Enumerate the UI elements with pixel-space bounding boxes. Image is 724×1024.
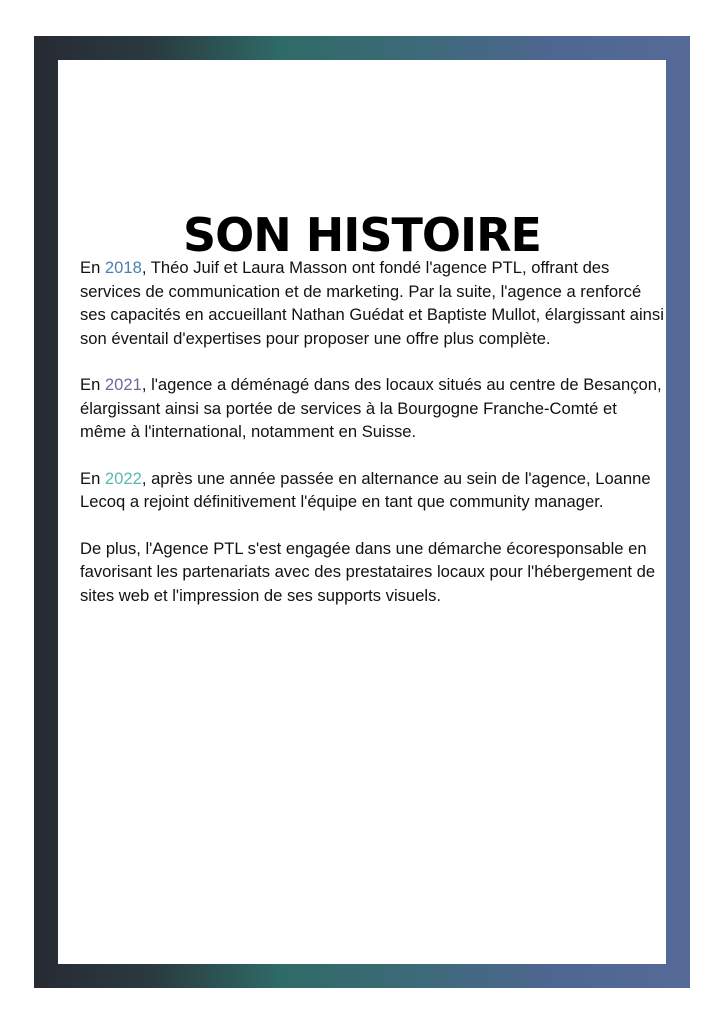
year-2022: 2022 (104, 468, 142, 488)
paragraph-2021 (80, 373, 664, 444)
paragraph-text: , après une année passée en alternance au sein de l'agence, Loanne Lecoq a rejoint définitivement l'équipe en tant que community manager. (80, 468, 651, 511)
year-2018: 2018 (104, 258, 142, 277)
paragraph-prefix: En (80, 258, 105, 277)
paragraph-2022 (80, 467, 664, 514)
paragraph-2018 (80, 256, 664, 350)
page (58, 60, 666, 964)
paragraph-prefix: En (80, 375, 105, 394)
paragraph-ecoresponsible (80, 537, 664, 608)
paragraph-prefix: En (80, 468, 105, 488)
paragraph-text: , Théo Juif et Laura Masson ont fondé l'agence PTL, offrant des services de communication et de marketing. Par la suite, l'agence a renforcé ses capacités en accueillant Nathan Guédat et Baptiste Mullot, élargissant ainsi son éventail d'expertises pour proposer une offre plus complète. (80, 258, 664, 348)
paragraph-text: De plus, l'Agence PTL s'est engagée dans une démarche écoresponsable en favorisant les partenariats avec des prestataires locaux pour l'hébergement de sites web et l'impression de ses supports visuels. (80, 538, 656, 605)
page-title: SON HISTOIRE (183, 208, 541, 262)
history-content (80, 256, 664, 630)
paragraph-text: , l'agence a déménagé dans des locaux situés au centre de Besançon, élargissant ainsi sa portée de services à la Bourgogne Franche-Comté et même à l'international, notamment en Suisse. (80, 375, 662, 441)
year-2021: 2021 (104, 375, 142, 394)
